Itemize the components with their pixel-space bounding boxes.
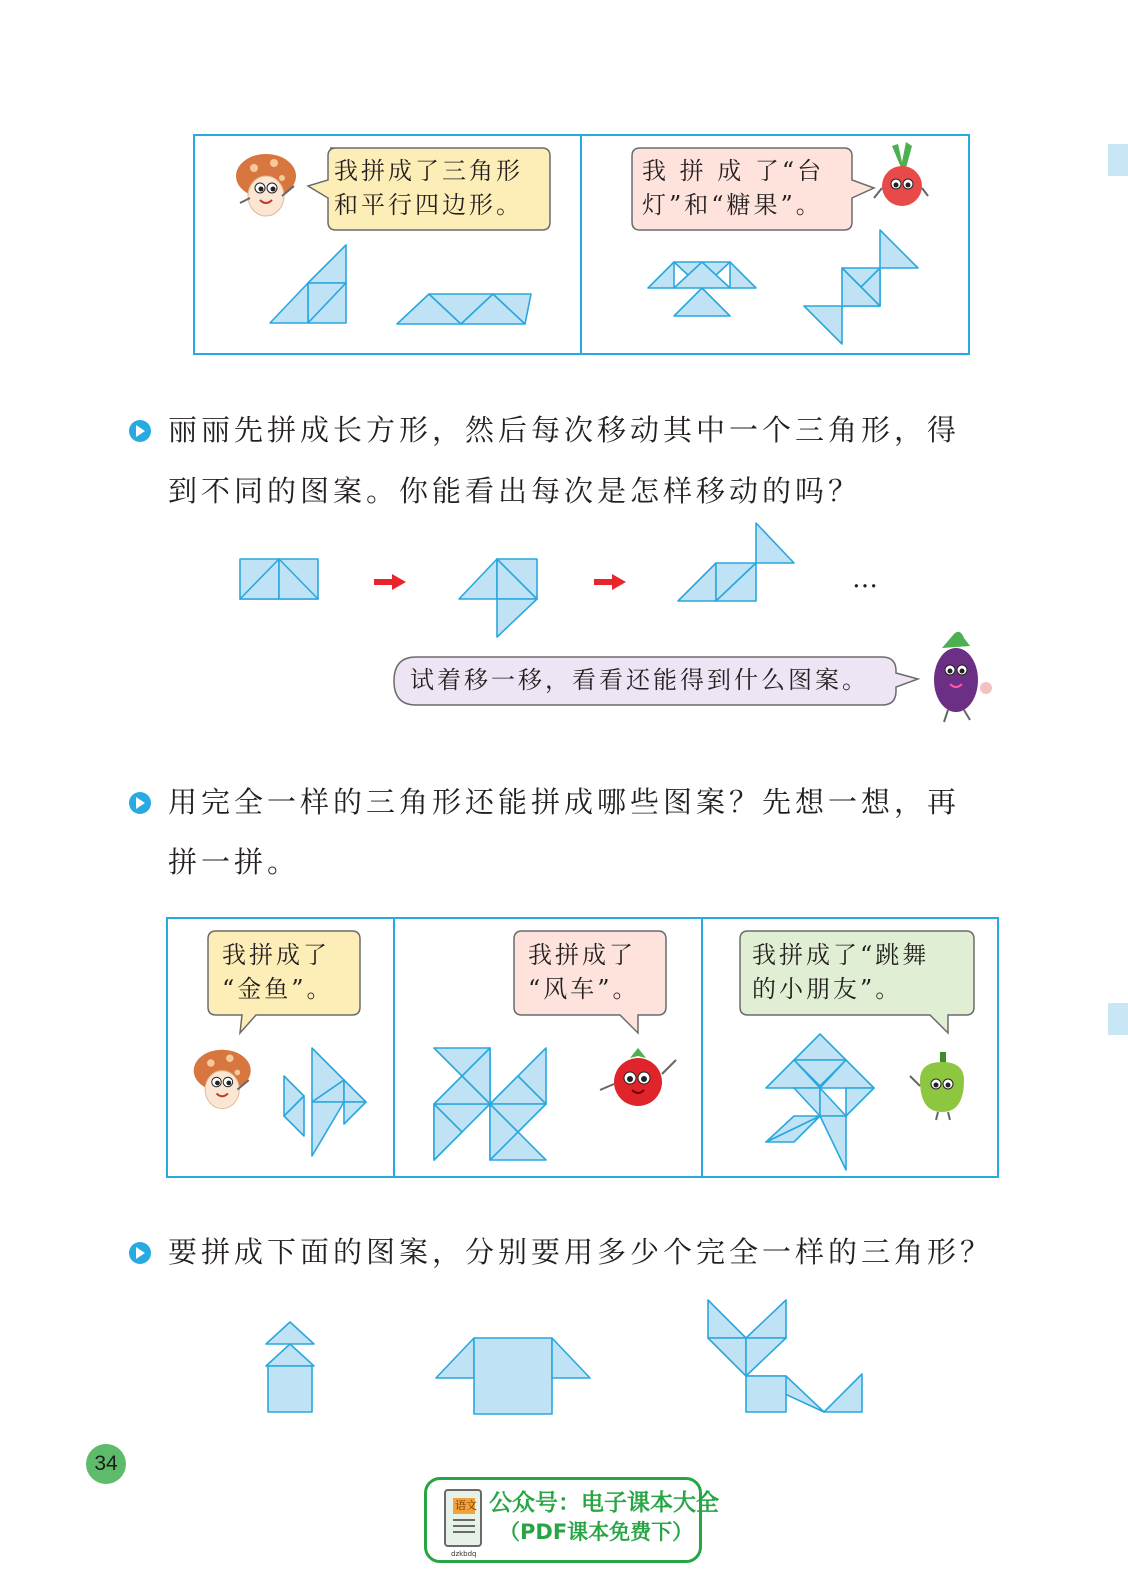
triangle: [820, 1088, 846, 1116]
triangle: [820, 1116, 846, 1170]
red-arrow-icon: [374, 574, 406, 590]
triangle: [746, 1338, 786, 1376]
watermark-line2: （PDF课本免费下）: [499, 1520, 694, 1544]
tomato-character: [594, 1044, 682, 1116]
shape-parallelogram: [393, 292, 535, 326]
q2-line1: 用完全一样的三角形还能拼成哪些图案？先想一想，再: [168, 785, 961, 819]
triangle: [824, 1374, 862, 1412]
shape-lamp: [644, 260, 760, 320]
triangle: [846, 1088, 874, 1116]
bubble-right-text: 我 拼 成 了“台 灯”和“糖果”。: [642, 157, 825, 219]
shape-hat: [432, 1334, 594, 1416]
watermark-line1: 公众号：电子课本大全: [489, 1490, 719, 1516]
bullet-arrow-icon: [128, 1241, 152, 1265]
watermark-badge: [424, 1477, 719, 1563]
triangle: [756, 523, 794, 563]
triangle: [266, 1322, 314, 1344]
bubble-left-text: 我拼成了三角形 和平行四边形。: [334, 157, 523, 219]
side-tab: [1108, 144, 1128, 176]
book-icon-subtext: dzkbdq: [451, 1550, 477, 1558]
triangle: [497, 599, 537, 637]
triangle: [270, 283, 308, 323]
hint-bubble-text: 试着移一移，看看还能得到什么图案。: [410, 666, 869, 694]
bubble-goldfish-text: 我拼成了 “金鱼”。: [222, 941, 334, 1003]
mushroom-character: [188, 1044, 264, 1120]
bullet-arrow-icon: [128, 419, 152, 443]
triangle: [648, 262, 674, 288]
page-number: 34: [86, 1444, 126, 1484]
side-tab: [1108, 1003, 1128, 1035]
shape-zigzag: [704, 1296, 868, 1416]
shape-step-3: [676, 521, 800, 603]
shape-arrow-house: [262, 1318, 322, 1416]
mushroom-character: [230, 148, 310, 228]
rectangle-outline: [474, 1338, 552, 1414]
bullet-arrow-icon: [128, 791, 152, 815]
triangle: [266, 1344, 314, 1366]
shape-dancer: [764, 1032, 878, 1174]
bubble-dancer-text: 我拼成了“跳舞 的小朋友”。: [752, 941, 930, 1003]
top-panel-divider: [580, 134, 582, 355]
triangle: [308, 245, 346, 283]
radish-character: [868, 140, 936, 220]
book-icon-text: 语文: [455, 1499, 477, 1512]
shape-triangle-combo: [266, 243, 350, 325]
eggplant-character: [912, 628, 998, 724]
rectangle-outline: [746, 1376, 786, 1412]
triangle: [880, 230, 918, 268]
triangle: [708, 1338, 746, 1376]
rectangle-outline: [268, 1366, 312, 1412]
q1-line2: 到不同的图案。你能看出每次是怎样移动的吗？: [168, 474, 862, 508]
triangle: [794, 1034, 846, 1060]
triangle: [436, 1338, 474, 1378]
bubble-pinwheel-text: 我拼成了 “风车”。: [528, 941, 640, 1003]
shape-candy: [800, 228, 924, 350]
pepper-character: [906, 1050, 978, 1122]
q1-line1: 丽丽先拼成长方形，然后每次移动其中一个三角形，得: [168, 413, 961, 447]
shape-goldfish: [282, 1044, 370, 1162]
triangle: [552, 1338, 590, 1378]
ellipsis: …: [852, 564, 878, 594]
triangle: [459, 559, 497, 599]
triangle: [794, 1088, 820, 1116]
q2-line2: 拼一拼。: [168, 845, 301, 879]
triangle: [804, 306, 842, 344]
triangle: [344, 1080, 366, 1102]
triangle: [746, 1300, 786, 1338]
q3-line1: 要拼成下面的图案，分别要用多少个完全一样的三角形？: [168, 1235, 994, 1269]
shape-step-2: [457, 555, 541, 639]
red-arrow-icon: [594, 574, 626, 590]
triangle: [344, 1102, 366, 1124]
triangle: [312, 1102, 344, 1156]
triangle: [678, 563, 716, 601]
shape-pinwheel: [430, 1044, 550, 1162]
triangle: [674, 288, 730, 316]
bottom-panel-divider-2: [701, 917, 703, 1178]
triangle: [730, 262, 756, 288]
bottom-panel-divider-1: [393, 917, 395, 1178]
shape-rectangle: [238, 557, 322, 603]
triangle: [708, 1300, 746, 1338]
